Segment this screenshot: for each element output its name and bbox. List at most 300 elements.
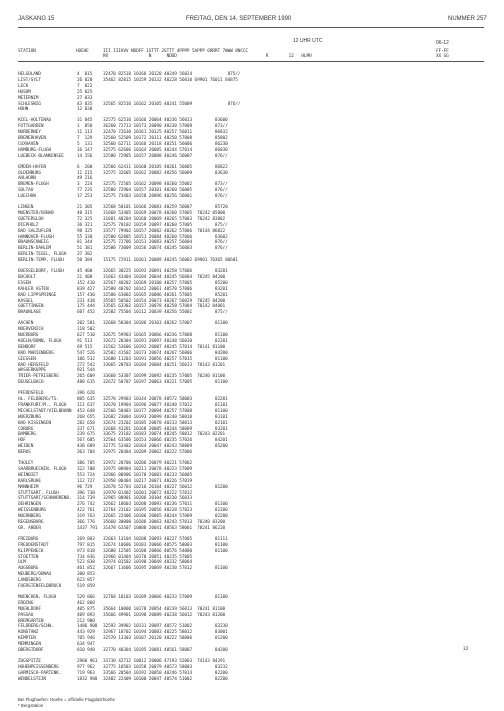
observation-groups: 31562 53606 10192 20087 40245 57014 70141 81100 [103, 344, 226, 350]
table-row [0, 154, 504, 160]
observation-groups: 32575 70102 10159 20097 40260 57005 875// [103, 222, 228, 228]
station-height-code: 72 325 [77, 216, 93, 222]
station-height-code: 51 381 [77, 246, 93, 252]
table-row [0, 677, 504, 683]
station-name: KEMPTEN [18, 636, 36, 642]
station-height-code: 12 038 [77, 107, 93, 113]
table-row [0, 72, 504, 78]
table-row [0, 526, 504, 532]
station-name: LANDSBERG [18, 578, 41, 584]
station-name: NORDERNEY [18, 130, 41, 136]
observation-groups: 33730 42712 10012 20006 47193 52003 74143 84291 [103, 658, 226, 664]
station-height-code: 48 315 [77, 210, 93, 216]
station-height-code: 3 224 [77, 182, 93, 188]
table-row [0, 304, 504, 310]
observation-groups: 33665 20703 10184 20084 40251 56013 70143 81201 [103, 362, 226, 368]
station-name: CUXHAVEN [18, 141, 39, 147]
observation-groups: 32582 75504 10112 20039 40256 55001 875// [103, 310, 228, 316]
station-height-code: 522 838 [77, 560, 95, 566]
observation-groups: 32665 22406 10186 20065 40244 57009 82200 [103, 514, 228, 520]
hoehe-column-header: HOEHE [76, 49, 89, 54]
table-row [0, 217, 504, 223]
station-height-code: 363 704 [77, 450, 95, 456]
station-height-code: 111 637 [77, 402, 95, 408]
station-name: BAD KISSINGEN [18, 420, 52, 426]
observation-groups: 32575 62606 10164 20085 40244 57014 86830 [103, 147, 228, 153]
table-row [0, 485, 504, 491]
utc-label: 12 UHR UTC [293, 38, 323, 44]
observation-groups: 32580 40702 10142 20061 40570 57006 83201 [103, 286, 228, 292]
page-date-header: FREITAG, DEN 14. SEPTEMBER 1990 [186, 16, 292, 22]
station-height-code: 921 544 [77, 368, 95, 374]
station-name: FELDBERG/SCHW. [18, 624, 54, 630]
table-row [0, 78, 504, 84]
station-name: KONSTANZ [18, 630, 39, 636]
observation-groups: 31662 43404 10184 20044 40245 56004 70245 84200 [103, 274, 226, 280]
station-name: MICHELSTADT/VIELBRUNN [18, 408, 72, 414]
observation-groups: 32482 22409 10100 20047 40574 51002 82200 [103, 676, 228, 682]
station-height-code: 26 020 [77, 77, 93, 83]
table-row [0, 595, 504, 601]
station-height-code: 36 321 [77, 222, 93, 228]
observation-groups: 15175 72911 10161 20089 40245 56002 69901 70365 86601 [103, 258, 238, 264]
table-row [0, 450, 504, 456]
observation-groups: 32680 11203 10191 20056 40257 57015 81100 [103, 356, 228, 362]
station-name: THOLEY [18, 461, 34, 466]
station-name: KLIPPENECK [18, 548, 44, 554]
observation-groups: 32592 39902 10131 20097 40572 51002 83230 [103, 624, 228, 630]
table-row [0, 368, 504, 374]
observation-groups: 32662 10603 10200 20093 40236 57011 81100 [103, 502, 228, 508]
station-height-code: 461 852 [77, 566, 95, 572]
station-name: BAD SALZUFLEN [18, 228, 52, 234]
station-height-code: 719 963 [77, 670, 95, 676]
table-row [0, 461, 504, 467]
mountain-station-note: * Bergstation [18, 703, 44, 708]
table-row [0, 102, 504, 108]
observation-groups: 32775 10503 10158 20079 40573 58003 83232 [103, 664, 228, 670]
station-name: NUERBURG [18, 333, 39, 338]
observation-groups: 32580 73009 10156 20074 40245 56003 876// [103, 246, 228, 252]
station-height-code: 422 761 [77, 508, 95, 514]
station-height-code: 553 724 [77, 472, 95, 478]
station-name: BERLIN-TEGEL, FLUGH [18, 252, 67, 258]
observation-groups: 32470 72630 10161 20125 40257 56011 86832 [103, 130, 228, 136]
station-name: TRIER-PETRISBERG [18, 374, 59, 380]
station-name: GR. ARBER [18, 525, 41, 531]
station-height-code: 734 836 [77, 554, 95, 560]
station-height-code: 96 729 [77, 484, 93, 490]
station-height-code: 4 015 [77, 72, 93, 77]
observation-groups: 35660 30000 10186 20063 40243 57013 70240 83200 [103, 520, 226, 525]
station-name: BREMGARTEN [18, 618, 44, 624]
station-height-code: 567 685 [77, 438, 95, 444]
station-name: BRAUNLAGE [18, 310, 41, 316]
station-name: AACHEN [18, 321, 34, 327]
station-name: OEHRINGEN [18, 502, 41, 508]
station-name: BRAUNSCHWEIG [18, 240, 49, 246]
observation-groups: 32575 62510 10166 20064 40236 56013 83600 [103, 118, 228, 124]
station-name: BAD LIPPSPRINGE [18, 292, 57, 298]
station-name: HAMBURG-FLUGH [18, 147, 52, 153]
station-height-code: 16 147 [77, 147, 93, 153]
station-name: STUTTGART/SCHNARRENB. [18, 496, 72, 502]
page-number-header: NUMMER 257 [448, 16, 487, 22]
observation-groups: 35666 49901 10190 20089 40238 56012 70243 81200 [103, 612, 226, 618]
table-row [0, 148, 504, 154]
table-row [0, 165, 504, 171]
table-row [0, 351, 504, 357]
station-height-code: 839 427 [77, 286, 95, 292]
station-name: WENDELSTEIN [18, 676, 46, 682]
table-row [0, 421, 504, 427]
station-name: PFERDSFELD [18, 391, 44, 397]
table-row [0, 235, 504, 241]
station-height-code: 55 338 [77, 234, 93, 240]
table-row [0, 607, 504, 613]
table-row [0, 432, 504, 438]
table-row [0, 624, 504, 630]
observation-groups: 32674 23202 10185 20078 40233 58013 82101 [103, 420, 228, 426]
station-name: GOETTINGEN [18, 304, 44, 310]
station-height-code: 973 818 [77, 548, 95, 554]
station-height-code: 380 853 [77, 572, 95, 578]
station-name: OLDENBURG [18, 170, 41, 176]
station-height-code: 265 609 [77, 374, 95, 380]
station-height-code: 69 515 [77, 344, 93, 350]
table-row [0, 642, 504, 648]
table-row [0, 240, 504, 246]
station-name: MUENCHEN, FLUGH [18, 594, 57, 600]
observation-groups: 32672 50707 10197 20063 40221 57005 81100 [103, 380, 228, 386]
table-row [0, 491, 504, 497]
table-row [0, 287, 504, 293]
observation-groups: 35462 82815 10159 20132 40228 56010 69901 76011 84875 [103, 77, 238, 83]
observation-groups: 32668 43201 10168 20085 40244 58009 83201 [103, 426, 228, 432]
station-height-code: 11 113 [77, 130, 93, 136]
station-height-code: 21 305 [77, 205, 93, 210]
station-height-code: 91 513 [77, 338, 93, 344]
station-height-code: 269 803 [77, 536, 95, 542]
station-name: FUERSTENFELDBRUCK [18, 584, 62, 589]
station-name: HUSUM [18, 89, 31, 95]
table-row [0, 671, 504, 677]
table-row [0, 374, 504, 380]
observation-groups: 32470 82518 10166 20120 40249 56024 875// [103, 72, 241, 77]
station-height-code: 1437 791 [77, 525, 98, 531]
station-name: GARMISCH-PARTENK. [18, 670, 62, 676]
station-name: MEIERNIM [18, 95, 39, 101]
station-name: SOLTAU [18, 188, 34, 194]
station-name: DEUSELBACH [18, 380, 44, 386]
station-name: REGENSBURG [18, 520, 44, 525]
station-height-code: 282 658 [77, 420, 95, 426]
table-row [0, 171, 504, 177]
station-height-code: 547 526 [77, 350, 95, 356]
table-row [0, 96, 504, 102]
table-row [0, 357, 504, 363]
observation-groups: 32578 29903 10144 20078 40572 58003 82201 [103, 397, 228, 402]
station-name: DIEPHOLZ [18, 222, 39, 228]
station-name: BREMEN-FLUGH [18, 182, 49, 188]
table-row [0, 566, 504, 572]
table-row [0, 275, 504, 281]
station-name: BENDORF [18, 344, 36, 350]
station-name: BERLIN-DAHLEM [18, 246, 52, 252]
station-name: BAD MARIENBERG [18, 350, 54, 356]
observation-groups: 32975 00904 10211 20078 40223 57009 [103, 466, 193, 472]
table-row [0, 391, 504, 397]
table-row [0, 182, 504, 188]
table-row [0, 619, 504, 625]
station-height-code: 396 738 [77, 490, 95, 496]
station-name: SAARBRUECKEN, FLUGH [18, 466, 67, 472]
station-height-code: 810 948 [77, 648, 95, 653]
station-name: BOCHOLT [18, 274, 36, 280]
table-row [0, 403, 504, 409]
observation-groups: 32575 32605 10162 20082 40256 56009 83630 [103, 170, 228, 176]
observation-groups: 32966 00906 10170 20083 40233 56005 [103, 472, 193, 478]
observation-groups: 32568 50101 10166 20083 40259 56007 85720 [103, 205, 228, 210]
table-row [0, 444, 504, 450]
observation-groups: 33566 20504 10192 20050 40246 57014 82200 [103, 670, 228, 676]
table-row [0, 90, 504, 96]
station-height-code: 453 648 [77, 408, 95, 414]
station-height-code: 634 947 [77, 642, 95, 648]
table-row [0, 537, 504, 543]
observation-groups: 36260 72713 10173 20090 40230 57009 873// [103, 124, 228, 130]
station-height-code: 11 215 [77, 170, 93, 176]
table-row [0, 339, 504, 345]
station-height-code: 438 689 [77, 444, 95, 450]
station-name: KAHLER ASTEN [18, 286, 49, 292]
table-row [0, 252, 504, 258]
station-name: HL. FELDBERG/TS. [18, 397, 59, 402]
station-height-code: 17 253 [77, 194, 93, 200]
observation-groups: 32974 01502 10190 20049 40232 58004 [103, 560, 193, 566]
station-name: AUGSBURG [18, 566, 39, 572]
station-height-code: 607 452 [77, 310, 95, 316]
station-name: HANNOVER-FLUGH [18, 234, 54, 240]
station-height-code: 186 532 [77, 356, 95, 362]
table-row [0, 380, 504, 386]
observation-groups: 32580 72904 10157 20101 40260 56005 876// [103, 188, 228, 194]
table-column-header: STATION [18, 49, 36, 54]
observation-groups: 32668 50304 10186 20103 40262 57007 81100 [103, 321, 228, 327]
observation-groups: 32570 13303 10187 20120 40222 58006 81200 [103, 636, 228, 642]
observation-groups: 32580 63002 10165 20086 40261 57005 85201 [103, 292, 228, 298]
observation-groups: 32682 23004 10193 20099 40240 58010 83101 [103, 414, 228, 420]
station-name: MEMMINGEN [18, 642, 41, 648]
station-name: WEISSENBURG [18, 508, 46, 514]
table-row [0, 118, 504, 124]
station-name: BAD HERSFELD [18, 362, 49, 368]
station-name: LIST/SYLT [18, 77, 41, 83]
station-name: MUENSTER/OSNAB [18, 210, 54, 216]
station-name: EMDEN-HAFEN [18, 164, 46, 170]
station-name: LECK [18, 83, 29, 89]
station-height-code: 49 216 [77, 176, 93, 182]
station-name: HELGOLAND [18, 72, 41, 77]
station-height-code: 623 857 [77, 578, 95, 584]
observation-groups: 32575 73403 10158 20096 40256 56001 876// [103, 194, 228, 200]
observation-groups: 32678 52703 10216 20104 40227 56012 81200 [103, 484, 228, 490]
observation-groups: 35664 10000 10178 20054 40239 56013 70241 81100 [103, 606, 226, 612]
observation-groups: 33565 63302 10157 20078 40258 57004 70142 84801 [103, 304, 226, 310]
station-name: WASSERKUPPE [18, 368, 46, 374]
table-row [0, 502, 504, 508]
station-height-code: 77 235 [77, 188, 93, 194]
station-height-code: 157 430 [77, 292, 95, 298]
observation-groups: 32674 10606 10183 20066 40575 58003 81100 [103, 542, 228, 548]
station-height-code: 805 635 [77, 397, 95, 402]
station-height-code: 319 763 [77, 514, 95, 520]
station-name: FREIBURG [18, 536, 39, 542]
station-height-code: 231 438 [77, 298, 95, 304]
table-row [0, 310, 504, 316]
observation-groups: 31478 63507 10080 20041 40563 58001 70241 86220 [103, 525, 226, 531]
station-name: NOERVENICH [18, 327, 44, 333]
station-height-code: 112 727 [77, 478, 95, 484]
station-height-code: 212 900 [77, 618, 95, 624]
station-name: ESSEN [18, 280, 31, 286]
station-height-code: 405 875 [77, 606, 95, 612]
table-row [0, 520, 504, 526]
station-height-code: 977 962 [77, 664, 95, 670]
table-row [0, 578, 504, 584]
station-height-code: 322 708 [77, 466, 95, 472]
station-height-code: 118 502 [77, 327, 95, 333]
station-name: MANNHEIM [18, 484, 39, 490]
station-height-code: 396 626 [77, 391, 95, 397]
station-name: STOETTEN [18, 554, 39, 560]
station-height-code: 386 705 [77, 461, 95, 466]
station-name: BERLIN-TEMP, FLUGH [18, 258, 64, 264]
station-height-code: 268 655 [77, 414, 95, 420]
station-height-code: 152 410 [77, 280, 95, 286]
observation-groups: 32565 82510 10162 20105 40241 55009 876// [103, 101, 241, 107]
table-row [0, 543, 504, 549]
table-row [0, 299, 504, 305]
table-row [0, 601, 504, 607]
table-row [0, 223, 504, 229]
station-height-code: 409 893 [77, 612, 95, 618]
station-height-code: 239 675 [77, 432, 95, 438]
station-height-code: 1832 980 [77, 676, 98, 682]
margin-number: 32 [463, 647, 469, 652]
airport-height-note: Bei Flughaefen: Hoehe = offizielle Flugplatzhoehe [18, 697, 115, 702]
table-row [0, 84, 504, 90]
station-name: KARLSRUHE [18, 478, 41, 484]
station-name: MUEHLDORF [18, 606, 41, 612]
station-height-code: 276 742 [77, 502, 95, 508]
station-height-code: 25 025 [77, 89, 93, 95]
table-row [0, 124, 504, 130]
table-row [0, 321, 504, 327]
observation-groups: 32770 40304 10195 20081 40561 58007 84200 [103, 648, 228, 653]
station-height-code: 202 501 [77, 321, 95, 327]
observation-groups: 32768 10103 10189 20066 40233 57009 81100 [103, 594, 228, 600]
xx-column-header: XX GG [436, 54, 449, 59]
station-height-code: 7 129 [77, 136, 93, 141]
station-name: HOF [18, 438, 26, 444]
table-row [0, 397, 504, 403]
station-name: KOELN/BONN, FLUGH [18, 338, 62, 344]
table-row [0, 246, 504, 252]
station-name: BAMBERG [18, 432, 36, 438]
station-name: PASSAU [18, 612, 34, 618]
table-row [0, 659, 504, 665]
station-height-code: 1 050 [77, 124, 93, 130]
table-row [0, 415, 504, 421]
station-name: COBURG [18, 426, 34, 432]
station-name: ERDING [18, 600, 34, 606]
station-height-code: 21 408 [77, 274, 93, 280]
observation-groups: 32764 23102 10195 20056 40228 57023 82200 [103, 508, 228, 514]
station-name: WUERZBURG [18, 414, 41, 420]
observation-groups: 32663 13104 10208 20093 40227 57005 81111 [103, 536, 228, 542]
station-height-code: 31 045 [77, 118, 93, 124]
table-row [0, 194, 504, 200]
station-name: HOHENPEISSENBERG [18, 664, 59, 670]
observation-groups: 32970 01402 10201 20072 40222 57012 [103, 490, 193, 496]
observation-groups: 32580 62805 10151 20084 40260 57006 83602 [103, 234, 228, 240]
observation-groups: 32567 40202 10169 20100 40257 57005 85200 [103, 280, 228, 286]
station-height-code: 529 866 [77, 594, 95, 600]
table-row [0, 345, 504, 351]
table-row [0, 327, 504, 333]
station-name: GUETERSLOH [18, 216, 44, 222]
table-row [0, 229, 504, 235]
observation-groups: 32967 10702 10194 20083 40225 58012 83001 [103, 630, 228, 636]
header-rule [18, 27, 484, 28]
station-height-code: 98 325 [77, 228, 93, 234]
station-name: ZUGSPITZE [18, 658, 41, 664]
station-name: AHLHORN [18, 176, 36, 182]
observation-groups: 32566 50403 10177 20094 40257 57008 81100 [103, 408, 228, 414]
station-height-code: 5 131 [77, 141, 93, 147]
table-header-rule [18, 61, 484, 62]
observation-groups: 35565 50502 10154 20073 40267 56029 70245 84200 [103, 298, 226, 304]
observation-groups: 32672 20304 10191 20097 40248 56010 82201 [103, 338, 228, 344]
station-height-code: 462 860 [77, 600, 95, 606]
observation-groups: 31660 53405 10169 20078 40260 57005 70242 85800 [103, 210, 226, 216]
table-row [0, 258, 504, 264]
table-row [0, 467, 504, 473]
observation-groups: 32564 63506 10153 20066 40235 57026 84201 [103, 438, 228, 444]
observation-groups: 32575 72706 10151 20083 40257 56004 876// [103, 240, 228, 246]
table-row [0, 479, 504, 485]
station-height-code: 45 400 [77, 269, 93, 274]
station-height-code: 37 382 [77, 252, 93, 258]
station-name: BREMERHAVEN [18, 136, 46, 141]
observation-groups: 32560 62711 10166 20118 40251 56006 86230 [103, 141, 228, 147]
table-row [0, 636, 504, 642]
observation-groups: 32575 72505 10162 20098 40260 55002 873// [103, 182, 228, 188]
station-name: KIEL-HOLTENAU [18, 118, 52, 124]
station-name: LUEBECK-BLANKENSEE [18, 153, 64, 159]
station-name: WEINBIET [18, 472, 39, 478]
station-name: DUESSELDORF, FLUGH [18, 269, 64, 274]
station-height-code: 480 615 [77, 380, 95, 386]
station-height-code: 337 671 [77, 426, 95, 432]
table-row [0, 205, 504, 211]
observation-groups: 32582 41502 10173 20074 40267 56006 84200 [103, 350, 228, 356]
station-name: KASSEL [18, 298, 34, 304]
observation-groups: 32670 19904 10196 20077 40240 57012 81101 [103, 402, 228, 408]
station-name: FUTTGARDEN [18, 124, 44, 130]
table-row [0, 496, 504, 502]
